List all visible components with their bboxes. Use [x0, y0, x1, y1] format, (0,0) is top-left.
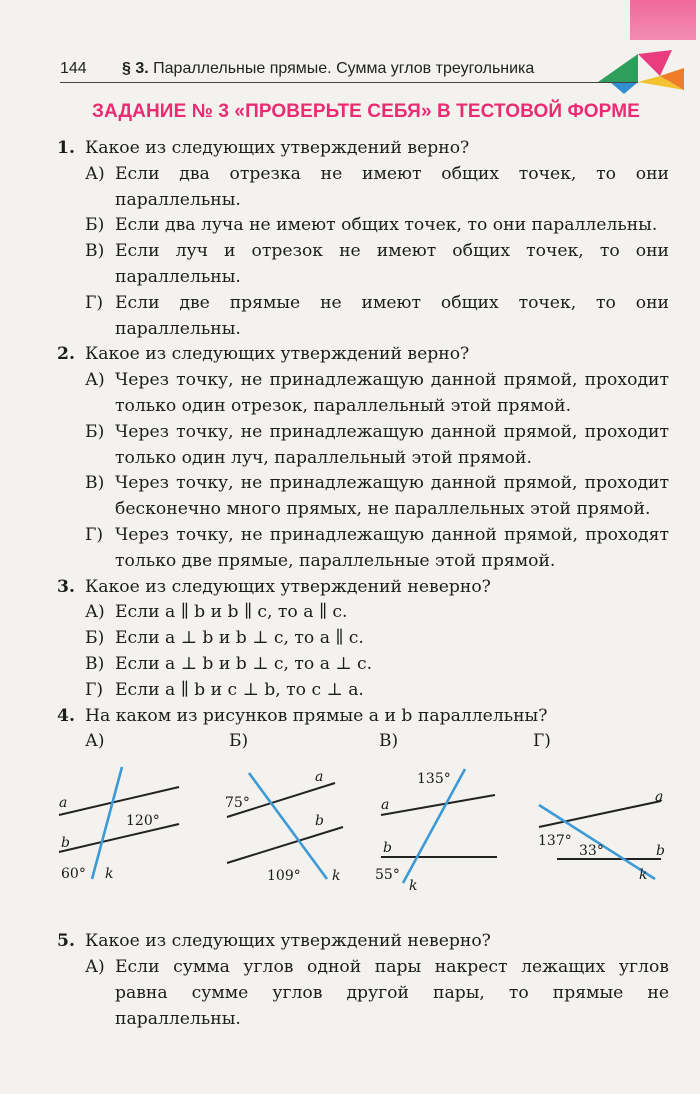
answer-option	[57, 652, 669, 678]
question-number: 1.	[57, 138, 75, 158]
figure-letter: В)	[379, 731, 399, 752]
option-text: Если две прямые не имеют общих точек, то они параллельны.	[115, 292, 669, 339]
option-text: Если два отрезка не имеют общих точек, то они параллельны.	[115, 163, 669, 210]
line-b	[227, 827, 343, 863]
question-number: 5.	[57, 931, 75, 952]
option-text: Через точку, не принадлежащую данной прямой, проходит только один отрезок, параллельный этой прямой.	[115, 370, 669, 416]
figure-c	[375, 755, 509, 895]
question-number: 4.	[57, 705, 75, 726]
figure-d	[533, 755, 669, 885]
figure-b	[223, 755, 353, 885]
option-text: Если сумма углов одной пары накрест лежащих углов равна сумме углов другой пары, то прямые не параллельны.	[115, 957, 669, 1029]
option-letter: Г)	[85, 292, 104, 313]
secant-k	[92, 767, 122, 879]
option-text: Через точку, не принадлежащую данной прямой, проходит только один луч, параллельный этой прямой.	[115, 421, 669, 468]
header-rule	[60, 82, 638, 83]
angle-label: 75°	[225, 795, 250, 812]
figures-row	[57, 729, 669, 929]
decorative-tangram-icon	[580, 38, 690, 98]
test-content	[57, 136, 669, 1033]
question-5	[57, 929, 669, 955]
answer-option	[57, 420, 669, 472]
option-text: Если луч и отрезок не имеют общих точек, то они параллельны.	[115, 241, 669, 287]
question-text: Какое из следующих утверждений верно?	[85, 344, 470, 365]
label-b: b	[315, 813, 324, 830]
question-number: 3.	[57, 576, 75, 597]
option-letter: Г)	[85, 524, 104, 545]
figure-letter: Г)	[533, 731, 551, 752]
figure-letter: Б)	[229, 731, 249, 752]
line-a	[381, 795, 495, 815]
angle-label: 60°	[61, 866, 86, 883]
option-text: Через точку, не принадлежащую данной прямой, проходит бесконечно много прямых, не параллельных этой прямой.	[115, 473, 669, 520]
running-header	[60, 56, 580, 84]
option-letter: Б)	[85, 215, 105, 236]
label-a: a	[59, 795, 68, 812]
label-b: b	[656, 843, 665, 860]
angle-label: 135°	[417, 771, 451, 788]
answer-option	[57, 213, 669, 239]
question-4	[57, 704, 669, 730]
line-a	[539, 801, 661, 827]
question-text: Какое из следующих утверждений верно?	[85, 138, 470, 158]
answer-option	[57, 368, 669, 420]
angle-label: 109°	[267, 868, 301, 885]
question-1	[57, 136, 669, 162]
label-k: k	[409, 878, 418, 895]
question-number: 2.	[57, 344, 75, 365]
task-title: ЗАДАНИЕ № 3 «ПРОВЕРЬТЕ СЕБЯ» В ТЕСТОВОЙ ФОРМЕ	[92, 101, 640, 122]
label-a: a	[315, 769, 324, 786]
figure-letter: А)	[85, 731, 105, 752]
label-b: b	[383, 840, 392, 857]
label-k: k	[105, 866, 114, 883]
angle-label: 55°	[375, 867, 400, 884]
option-text: Через точку, не принадлежащую данной прямой, проходят только две прямые, параллельные этой прямой.	[115, 524, 669, 571]
question-text: На каком из рисунков прямые a и b параллельны?	[85, 705, 548, 726]
label-a: a	[381, 797, 390, 814]
option-text: Если a ∥ b и c ⊥ b, то c ⊥ a.	[115, 679, 364, 700]
option-text: Если два луча не имеют общих точек, то они параллельны.	[115, 215, 658, 236]
question-text: Какое из следующих утверждений неверно?	[85, 931, 491, 952]
option-letter: Б)	[85, 628, 105, 649]
option-letter: В)	[85, 473, 105, 494]
line-a	[59, 787, 179, 815]
line-b	[59, 824, 179, 852]
option-letter: А)	[85, 370, 105, 391]
answer-option	[57, 523, 669, 575]
section-mark: § 3.	[122, 60, 149, 77]
answer-option	[57, 600, 669, 626]
label-k: k	[332, 868, 341, 885]
section-title	[122, 60, 534, 78]
option-text: Если a ∥ b и b ∥ c, то a ∥ c.	[115, 602, 348, 623]
option-letter: А)	[85, 602, 105, 623]
angle-label: 137°	[538, 833, 572, 850]
answer-option	[57, 678, 669, 704]
option-text: Если a ⊥ b и b ⊥ c, то a ⊥ c.	[115, 653, 373, 674]
angle-label: 120°	[126, 813, 160, 830]
option-letter: А)	[85, 957, 105, 978]
question-2	[57, 342, 669, 368]
question-text: Какое из следующих утверждений неверно?	[85, 576, 491, 597]
option-letter: Б)	[85, 421, 105, 442]
corner-tab	[630, 0, 696, 40]
page-number: 144	[60, 60, 87, 77]
label-b: b	[61, 835, 70, 852]
answer-option	[57, 626, 669, 652]
angle-label: 33°	[579, 843, 604, 860]
section-title-text: Параллельные прямые. Сумма углов треугольника	[153, 60, 535, 77]
answer-option	[57, 291, 669, 343]
option-text: Если a ⊥ b и b ⊥ c, то a ∥ c.	[115, 628, 364, 649]
answer-option	[57, 471, 669, 523]
answer-option	[57, 955, 669, 1032]
answer-option	[57, 162, 669, 214]
label-k: k	[639, 867, 648, 884]
question-3	[57, 575, 669, 601]
label-a: a	[655, 789, 664, 806]
option-letter: А)	[85, 163, 105, 184]
option-letter: В)	[85, 653, 105, 674]
figure-a	[57, 755, 187, 885]
answer-option	[57, 239, 669, 291]
option-letter: В)	[85, 241, 105, 262]
option-letter: Г)	[85, 679, 104, 700]
